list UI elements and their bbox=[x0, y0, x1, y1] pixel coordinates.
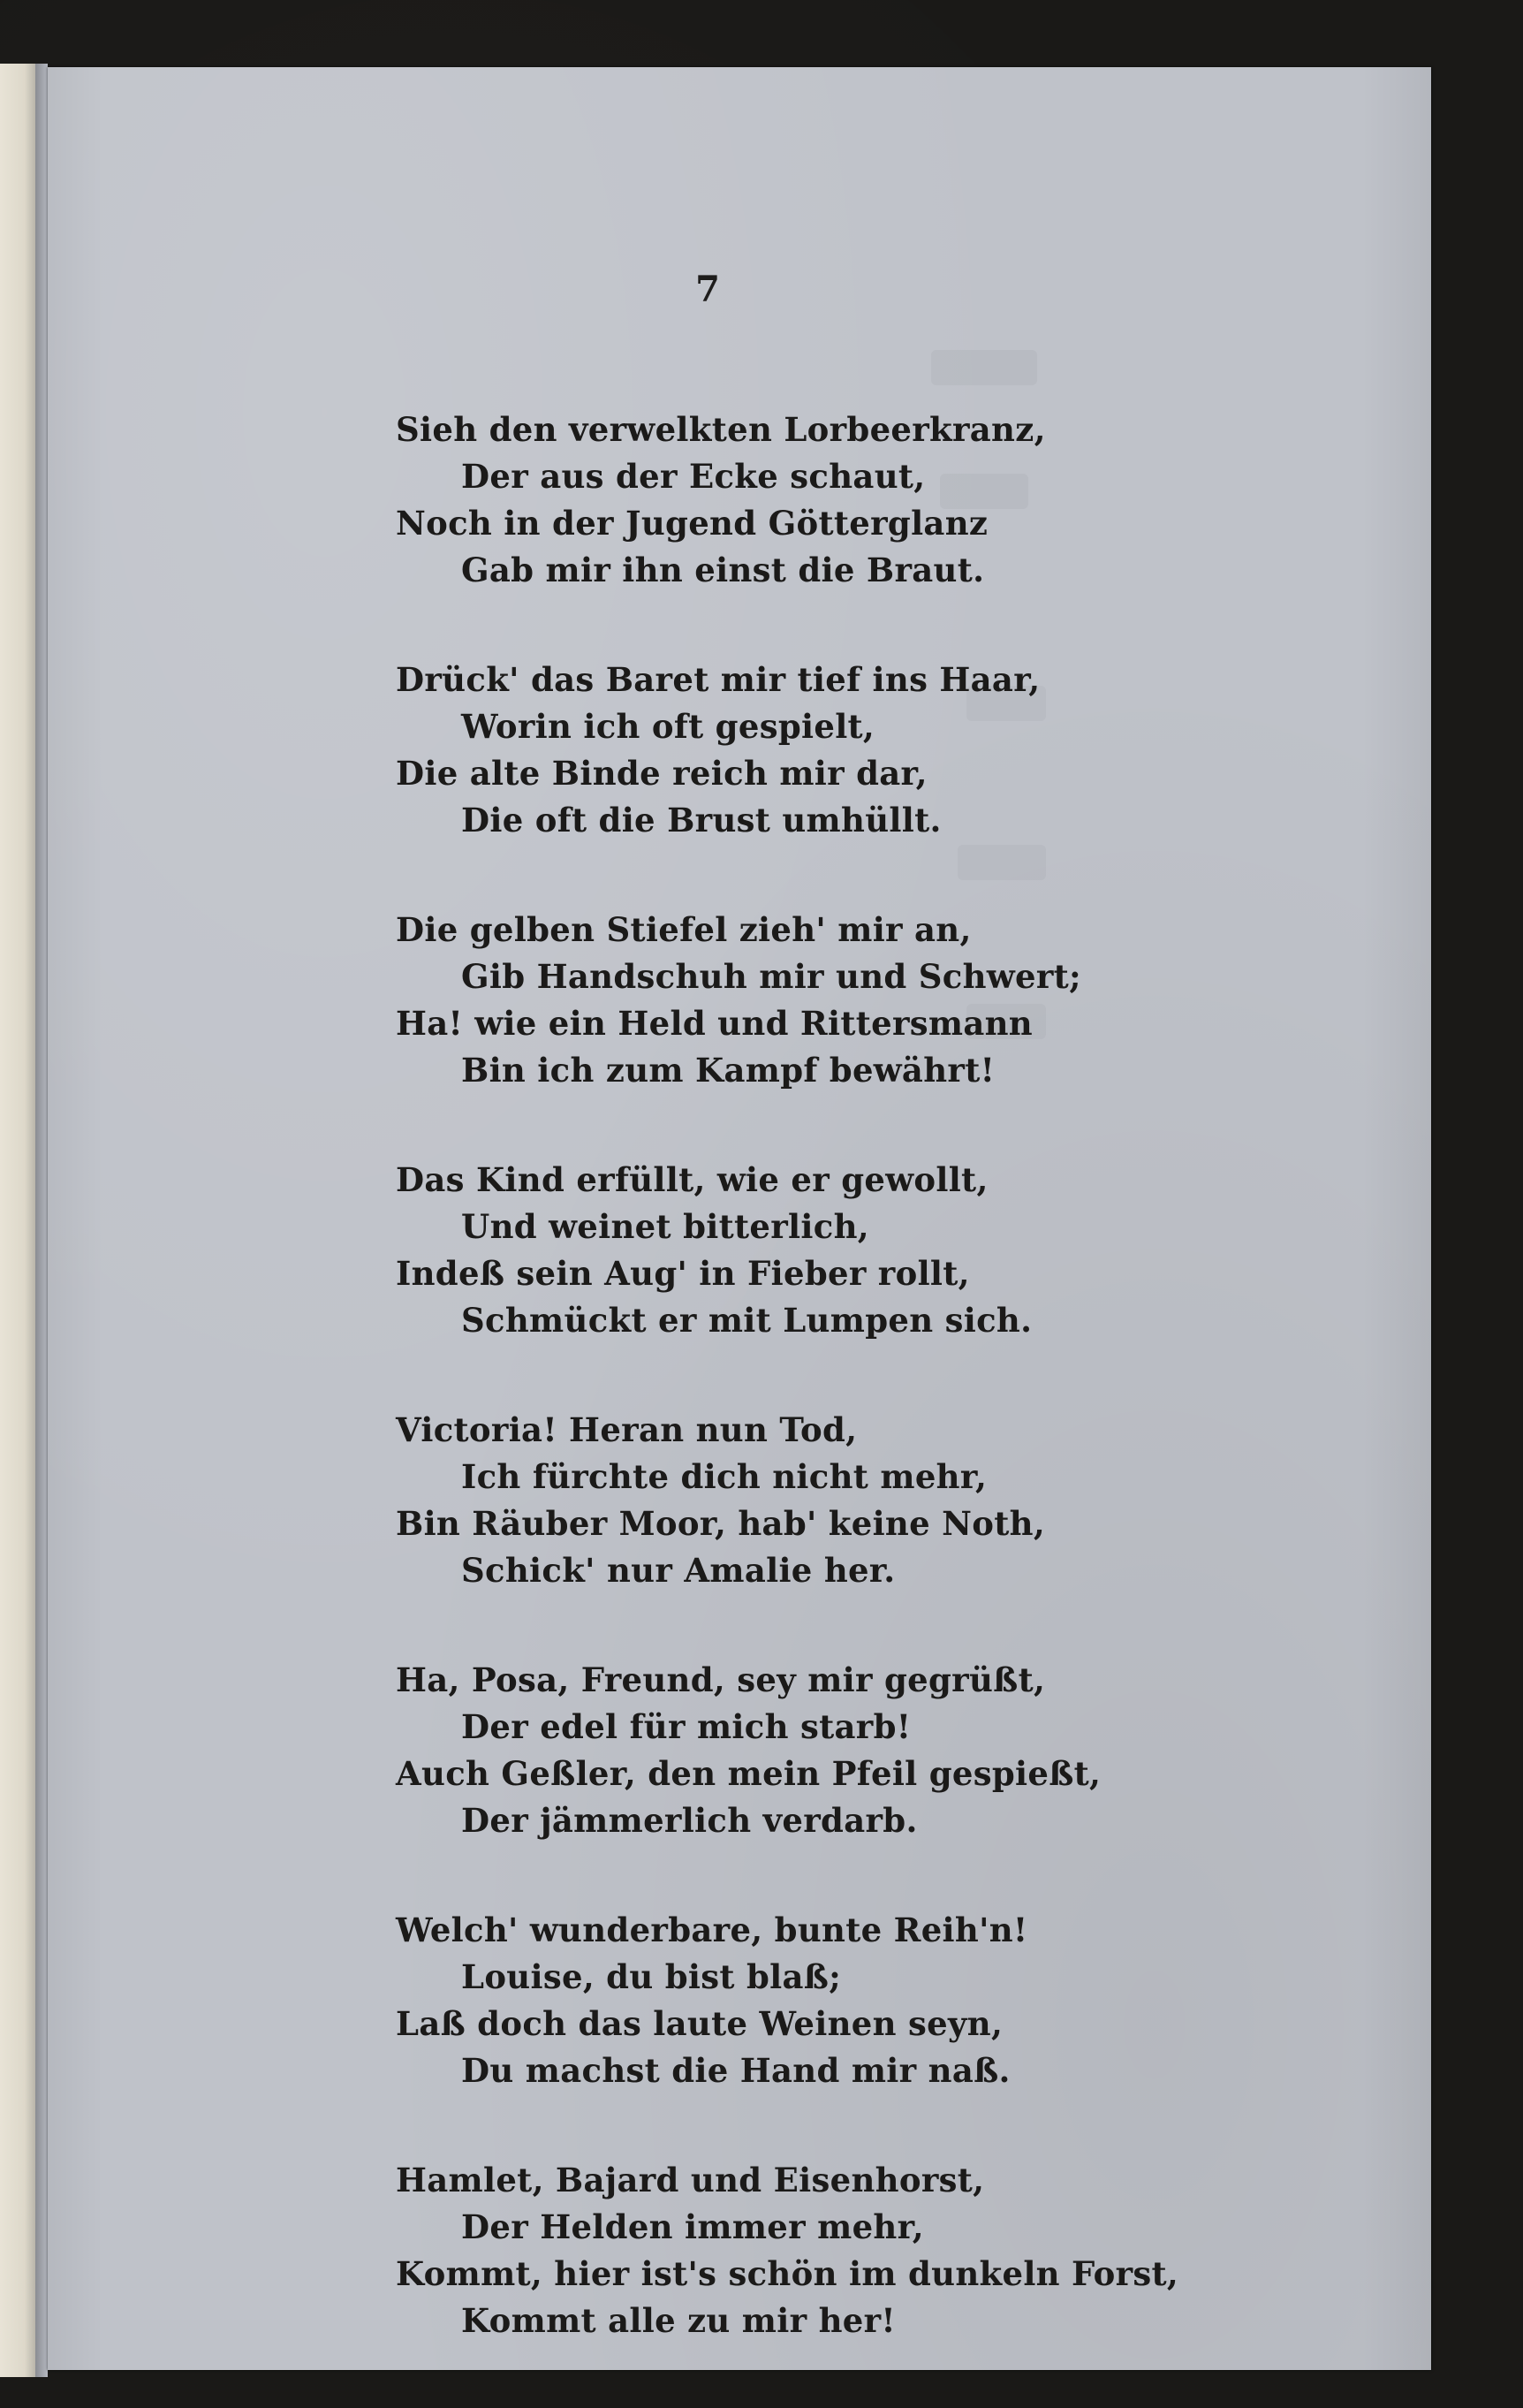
poem-line: Auch Geßler, den mein Pfeil gespießt, bbox=[396, 1754, 1102, 1793]
poem-line: Victoria! Heran nun Tod, bbox=[396, 1410, 858, 1449]
stanza bbox=[396, 1157, 1085, 1344]
poem-line: Ha! wie ein Held und Rittersmann bbox=[396, 1004, 1034, 1043]
poem-line: Kommt alle zu mir her! bbox=[461, 2301, 896, 2340]
page-number: 7 bbox=[695, 269, 720, 310]
poem-line: Der jämmerlich verdarb. bbox=[461, 1801, 918, 1840]
poem-line: Louise, du bist blaß; bbox=[461, 1957, 842, 1996]
bleed-through-mark bbox=[931, 350, 1037, 385]
poem-line: Laß doch das laute Weinen seyn, bbox=[396, 2004, 1004, 2043]
page-gutter bbox=[35, 64, 48, 2377]
poem-line: Der Helden immer mehr, bbox=[461, 2207, 924, 2246]
stanza bbox=[396, 1657, 1102, 1844]
poem-line: Ich fürchte dich nicht mehr, bbox=[461, 1457, 988, 1496]
poem-line: Das Kind erfüllt, wie er gewollt, bbox=[396, 1160, 989, 1199]
stanza bbox=[396, 406, 1085, 594]
poem-line: Bin Räuber Moor, hab' keine Noth, bbox=[396, 1504, 1046, 1543]
poem-line: Sieh den verwelkten Lorbeerkranz, bbox=[396, 410, 1046, 449]
poem-line: Der aus der Ecke schaut, bbox=[461, 457, 926, 496]
poem-line: Gab mir ihn einst die Braut. bbox=[461, 551, 985, 589]
poem-line: Der edel für mich starb! bbox=[461, 1707, 912, 1746]
poem-line: Worin ich oft gespielt, bbox=[461, 707, 875, 746]
poem-line: Hamlet, Bajard und Eisenhorst, bbox=[396, 2161, 985, 2199]
poem-line: Indeß sein Aug' in Fieber rollt, bbox=[396, 1254, 970, 1293]
poem-line: Ha, Posa, Freund, sey mir gegrüßt, bbox=[396, 1660, 1046, 1699]
poem-line: Drück' das Baret mir tief ins Haar, bbox=[396, 660, 1041, 699]
stanza bbox=[396, 1907, 1085, 2094]
stanza bbox=[396, 1407, 1085, 1594]
book-page bbox=[48, 67, 1431, 2370]
poem-line: Kommt, hier ist's schön im dunkeln Forst, bbox=[396, 2254, 1179, 2293]
poem-line: Welch' wunderbare, bunte Reih'n! bbox=[396, 1910, 1028, 1949]
poem-line: Und weinet bitterlich, bbox=[461, 1207, 869, 1246]
poem-line: Bin ich zum Kampf bewährt! bbox=[461, 1051, 996, 1090]
stanza bbox=[396, 657, 1085, 844]
poem-line: Die gelben Stiefel zieh' mir an, bbox=[396, 910, 972, 949]
poem-line: Die alte Binde reich mir dar, bbox=[396, 754, 928, 793]
poem bbox=[396, 406, 1179, 2407]
poem-line: Schick' nur Amalie her. bbox=[461, 1551, 896, 1590]
stanza bbox=[396, 907, 1085, 1094]
poem-line: Schmückt er mit Lumpen sich. bbox=[461, 1301, 1033, 1340]
poem-line: Gib Handschuh mir und Schwert; bbox=[461, 957, 1081, 996]
stanza bbox=[396, 2157, 1179, 2344]
poem-line: Die oft die Brust umhüllt. bbox=[461, 801, 942, 839]
poem-line: Du machst die Hand mir naß. bbox=[461, 2051, 1011, 2090]
poem-line: Noch in der Jugend Götterglanz bbox=[396, 504, 989, 543]
previous-page-edge bbox=[0, 64, 35, 2377]
